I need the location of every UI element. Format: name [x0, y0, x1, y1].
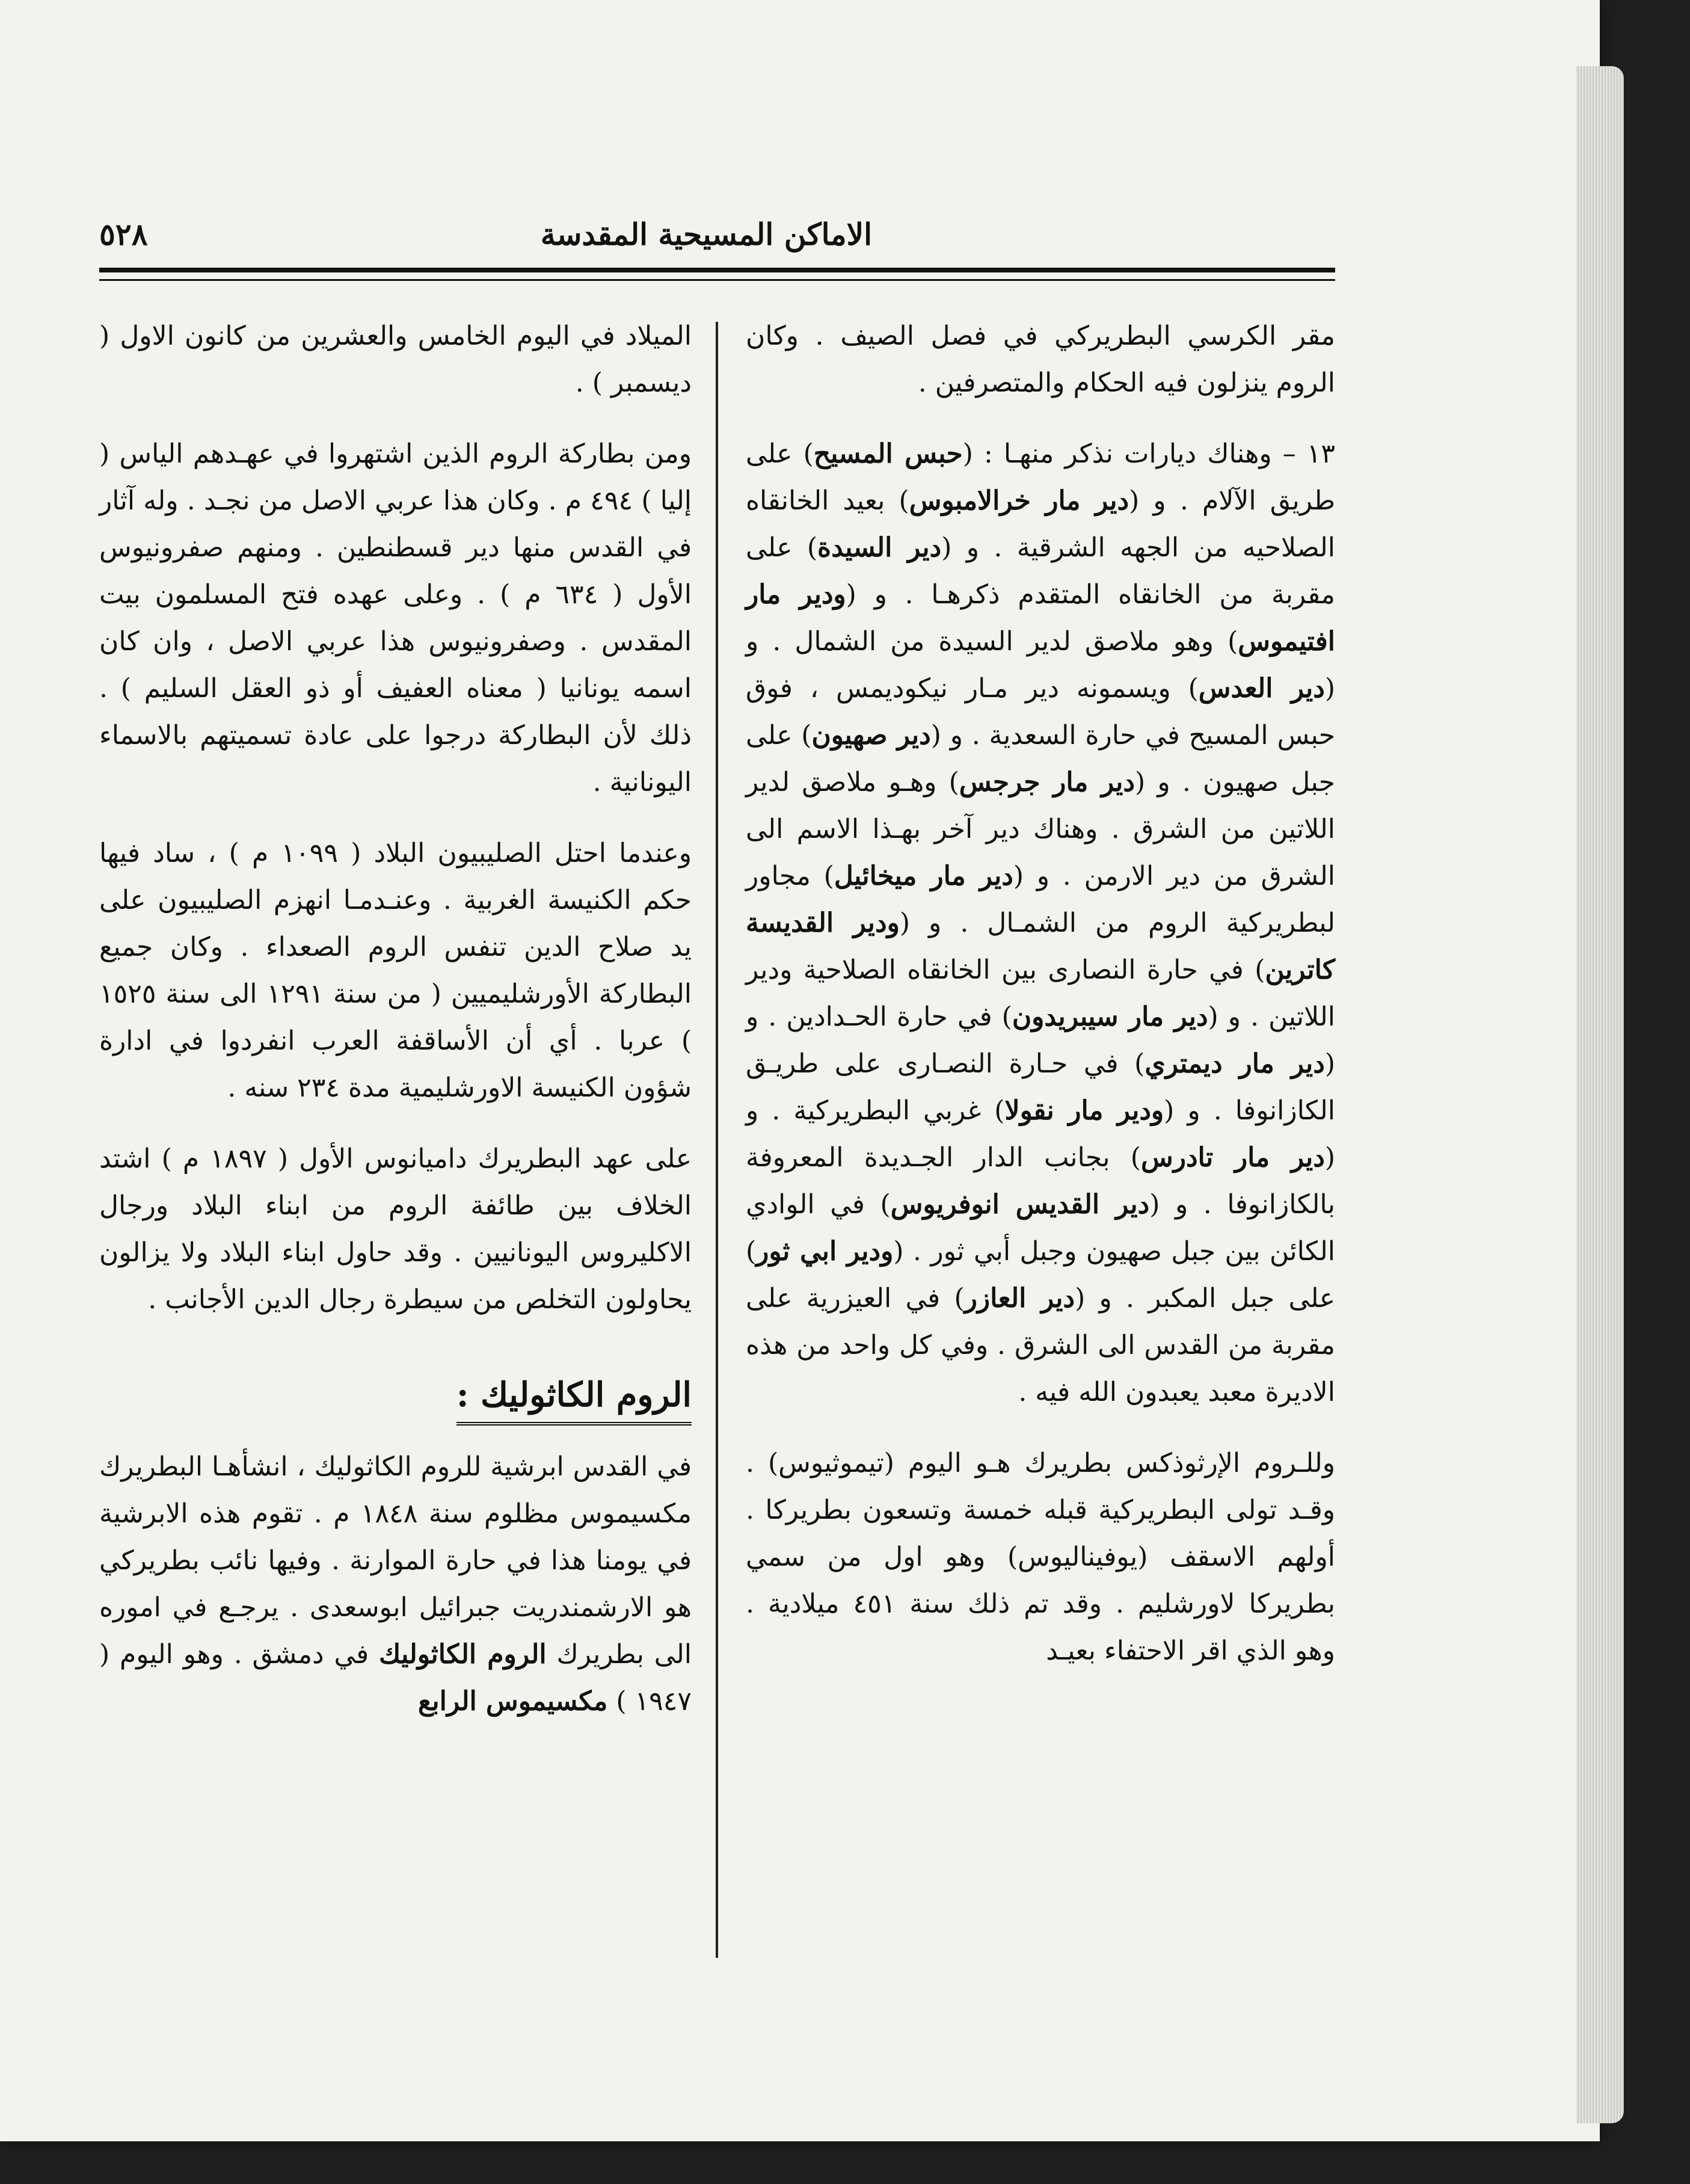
bold-term: ودير ابي ثور	[756, 1236, 894, 1267]
column-divider	[716, 322, 718, 1958]
left-column	[99, 313, 692, 1725]
right-column	[746, 313, 1335, 1675]
paragraph: وعندما احتل الصليبيون البلاد ( ١٠٩٩ م ) ، ساد فيها حكم الكنيسة الغربية . وعنـدمـا انهزم الصليبيون على يد صلاح الدين تنفس الروم الصعداء . وكان جميع البطاركة الأورشليميين ( من سنة ١٢٩١ الى سنة ١٥٢٥ ) عربا . أي أن الأساقفة العرب انفردوا في ادارة شؤون الكنيسة الاورشليمية مدة ٢٣٤ سنه .	[99, 838, 692, 1103]
page-header	[99, 217, 1335, 271]
bold-term: دير مار سيبريدون	[1012, 1001, 1208, 1032]
bold-term: الروم الكاثوليك	[379, 1639, 547, 1670]
paragraph: ومن بطاركة الروم الذين اشتهروا في عهـدهم الياس ( إليا ) ٤٩٤ م . وكان هذا عربي الاصل من نجـد . وله آثار في القدس منها دير قسطنطين . ومنهم صفرونيوس الأول ( ٦٣٤ م ) . وعلى عهده فتح المسلمون بيت المقدس . وصفرونيوس هذا عربي الاصل ، وان كان اسمه يونانيا ( معناه العفيف أو ذو العقل السليم ) . ذلك لأن البطاركة درجوا على عادة تسميتهم بالاسماء اليونانية .	[99, 438, 692, 798]
bold-term: دير العازر	[964, 1283, 1075, 1314]
section-heading: الروم الكاثوليك :	[456, 1371, 692, 1426]
paragraph: وللـروم الإرثوذكس بطريرك هـو اليوم (تيموثيوس) . وقـد تولى البطريركية قبله خمسة وتسعون بطريركا . أولهم الاسقف (يوفيناليوس) وهو اول من سمي بطريركا لاورشليم . وقد تم ذلك سنة ٤٥١ ميلادية . وهو الذي اقر الاحتفاء بعيـد	[746, 1448, 1335, 1666]
paragraph-monasteries: ١٣ – وهناك ديارات نذكر منهـا : (حبس المسيح) على طريق الآلام . و (دير مار خرالامبوس) بعيد الخانقاه الصلاحيه من الجهه الشرقية . و (دير السيدة) على مقربة من الخانقاه المتقدم ذكرهـا . و (ودير مار افتيموس) وهو ملاصق لدير السيدة من الشمال . و (دير العدس) ويسمونه دير مـار نيكوديمس ، فوق حبس المسيح في حارة السعدية . و (دير صهيون) على جبل صهيون . و (دير مار جرجس) وهـو ملاصق لدير اللاتين من الشرق . وهناك دير آخر بهـذا الاسم الى الشرق من دير الارمن . و (دير مار ميخائيل) مجاور لبطريركية الروم من الشمـال . و (ودير القديسة كاترين) في حارة النصارى بين الخانقاه الصلاحية ودير اللاتين . و (دير مار سيبريدون) في حارة الحـدادين . و (دير مار ديمتري) في حـارة النصـارى على طريـق الكازانوفا . و (ودير مار نقولا) غربي البطريركية . و (دير مار تادرس) بجانب الدار الجـديدة المعروفة بالكازانوفا . و (دير القديس انوفريوس) في الوادي الكائن بين جبل صهيون وجبل أبي ثور . (ودير ابي ثور) على جبل المكبر . و (دير العازر) في العيزرية على مقربة من القدس الى الشرق . وفي كل واحد من هذه الاديرة معبد يعبدون الله فيه .	[746, 438, 1336, 1407]
bold-term: دير مار ديمتري	[1145, 1048, 1325, 1079]
bold-term: دير مار ميخائيل	[834, 861, 1013, 891]
bold-term: مكسيموس الرابع	[417, 1686, 608, 1717]
bold-term: ودير مار نقولا	[1004, 1095, 1164, 1126]
header-rule-thick	[99, 268, 1335, 272]
bold-term: حبس المسيح	[813, 438, 963, 469]
bold-term: ودير مار افتيموس	[746, 579, 1335, 657]
paragraph: على عهد البطريرك داميانوس الأول ( ١٨٩٧ م ) اشتد الخلاف بين طائفة الروم من ابناء البلاد ورجال الاكليروس اليونانيين . وقد حاول ابناء البلاد ولا يزالون يحاولون التخلص من سيطرة رجال الدين الأجانب .	[99, 1143, 692, 1315]
bold-term: دير السيدة	[817, 532, 942, 563]
paragraph: مقر الكرسي البطريركي في فصل الصيف . وكان الروم ينزلون فيه الحكام والمتصرفين .	[746, 321, 1335, 398]
paragraph-catholic: في القدس ابرشية للروم الكاثوليك ، انشأهـا البطريرك مكسيموس مظلوم سنة ١٨٤٨ م . تقوم هذه الابرشية في يومنا هذا في حارة الموارنة . وفيها نائب بطريركي هو الارشمندريت جبرائيل ابوسعدى . يرجـع في اموره الى بطريرك الروم الكاثوليك في دمشق . وهو اليوم ( ١٩٤٧ ) مكسيموس الرابع	[99, 1451, 692, 1717]
bold-term: ودير القديسة كاترين	[746, 908, 1335, 985]
running-title: الاماكن المسيحية المقدسة	[540, 217, 872, 252]
bold-term: دير القديس انوفريوس	[890, 1189, 1150, 1220]
header-rule-thin	[99, 279, 1335, 281]
page-edges	[1576, 66, 1624, 2123]
page-number: ٥٢٨	[99, 217, 148, 252]
bold-term: دير مار خرالامبوس	[909, 485, 1129, 516]
paragraph: الميلاد في اليوم الخامس والعشرين من كانون الاول ( ديسمبر ) .	[99, 321, 692, 398]
bold-term: دير مار تادرس	[1140, 1142, 1325, 1173]
bold-term: دير مار جرجس	[959, 767, 1135, 798]
bold-term: دير صهيون	[811, 720, 931, 751]
bold-term: دير العدس	[1198, 673, 1325, 704]
